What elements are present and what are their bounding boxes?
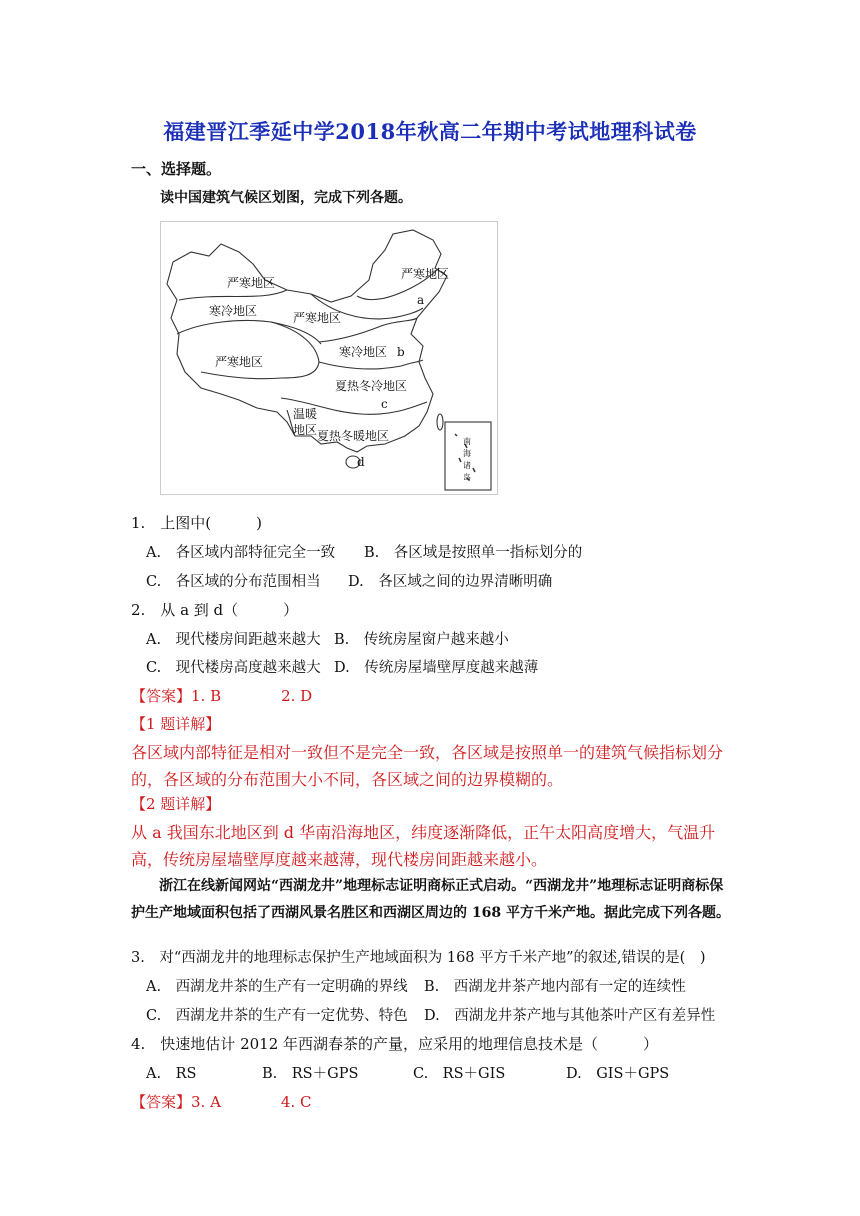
label-cold-mid: 寒冷地区	[339, 345, 388, 359]
section-heading: 一、选择题。	[131, 160, 222, 178]
boundary-nw-cold	[179, 290, 287, 300]
answer-line-2: 【答案】3. A 4. C	[131, 1093, 312, 1111]
question-4-option-b: B. RS＋GPS	[262, 1066, 359, 1082]
detail-1-text: 各区域内部特征是相对一致但不是完全一致，各区域是按照单一的建筑气候指标划分的，各区域的分布范围大小不同，各区域之间的边界模糊的。	[131, 743, 724, 789]
inset-label-1: 南	[463, 437, 471, 446]
question-1-option-d: D. 各区域之间的边界清晰明确	[348, 574, 553, 590]
label-c: c	[381, 397, 388, 411]
label-hot-summer-cold-winter: 夏热冬冷地区	[335, 379, 408, 393]
detail-2-text: 从 a 我国东北地区到 d 华南沿海地区，纬度逐渐降低，正午太阳高度增大，气温升高，传统房屋墙壁厚度越来越薄，现代楼房间距越来越小。	[131, 823, 716, 869]
question-3-option-d: D. 西湖龙井茶产地与其他茶叶产区有差异性	[424, 1008, 716, 1024]
boundary-yangtze	[319, 360, 423, 369]
question-2-option-b: B. 传统房屋窗户越来越小	[334, 632, 509, 648]
question-3-option-a: A. 西湖龙井茶的生产有一定明确的界线	[146, 979, 408, 995]
question-1-option-c: C. 各区域的分布范围相当	[146, 574, 321, 590]
label-severe-cold-nw: 严寒地区	[227, 276, 276, 290]
label-d: d	[357, 455, 365, 469]
inset-label-4: 岛	[463, 473, 471, 482]
question-4-option-c: C. RS＋GIS	[413, 1066, 506, 1082]
climate-zone-map	[160, 221, 498, 495]
question-2-option-c: C. 现代楼房高度越来越大	[146, 660, 321, 676]
material-intro-1: 读中国建筑气候区划图，完成下列各题。	[160, 190, 412, 206]
question-1-stem: 1. 上图中( )	[131, 514, 263, 532]
taiwan-island	[437, 414, 443, 430]
label-cold-nw: 寒冷地区	[209, 304, 258, 318]
question-4-stem: 4. 快速地估计 2012 年西湖春茶的产量，应采用的地理信息技术是（ ）	[131, 1035, 659, 1053]
page-title: 福建晋江季延中学2018年秋高二年期中考试地理科试卷	[163, 119, 697, 144]
detail-2-heading: 【2 题详解】	[131, 795, 221, 813]
question-4-option-a: A. RS	[146, 1066, 197, 1082]
label-b: b	[397, 345, 405, 359]
label-hot-summer-warm-winter: 夏热冬暖地区	[317, 429, 390, 443]
question-1-option-a: A. 各区域内部特征完全一致	[146, 545, 336, 561]
label-mild: 温暖	[293, 407, 318, 421]
inset-label-3: 诸	[463, 461, 471, 470]
question-1-option-b: B. 各区域是按照单一指标划分的	[364, 545, 583, 561]
inset-label-2: 海	[463, 449, 471, 458]
label-severe-cold-north: 严寒地区	[293, 311, 342, 325]
question-3-option-b: B. 西湖龙井茶产地内部有一定的连续性	[424, 979, 686, 995]
label-severe-cold-ne: 严寒地区	[401, 267, 450, 281]
label-a: a	[417, 293, 425, 307]
label-mild-2: 地区	[293, 423, 318, 437]
question-2-stem: 2. 从 a 到 d（ ）	[131, 601, 299, 619]
question-2-option-a: A. 现代楼房间距越来越大	[146, 632, 321, 648]
question-3-option-c: C. 西湖龙井茶的生产有一定优势、特色	[146, 1008, 408, 1024]
question-2-option-d: D. 传统房屋墙壁厚度越来越薄	[334, 660, 539, 676]
material-intro-2: 浙江在线新闻网站“西湖龙井”地理标志证明商标正式启动。“西湖龙井”地理标志证明商标保护生产地域面积包括了西湖风景名胜区和西湖区周边的 168 平方千米产地。据此完成下列各题。	[131, 878, 730, 921]
answer-line-1: 【答案】1. B 2. D	[131, 687, 313, 705]
detail-1-heading: 【1 题详解】	[131, 715, 221, 733]
question-4-option-d: D. GIS＋GPS	[566, 1066, 670, 1082]
china-map-svg	[161, 222, 497, 494]
label-severe-cold-west: 严寒地区	[215, 355, 264, 369]
question-3-stem: 3. 对“西湖龙井的地理标志保护生产地域面积为 168 平方千米产地”的叙述,错误的是( )	[131, 950, 706, 966]
